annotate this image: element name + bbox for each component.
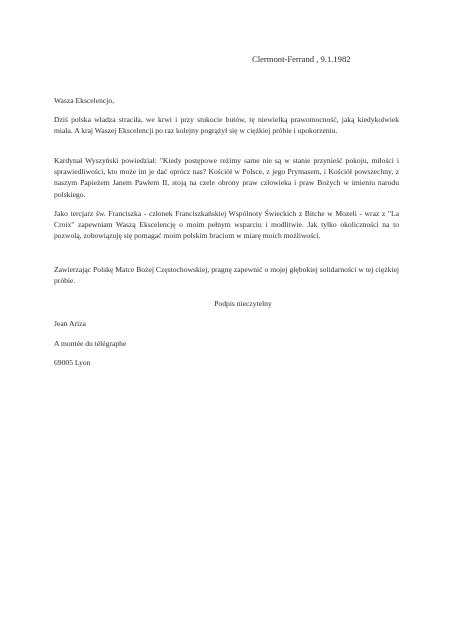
greeting: Wasza Ekscelencjo, (54, 96, 115, 105)
paragraph-3: Jako tercjarz św. Franciszka - członek Franciszkańskiej Wspólnoty Świeckich z Bitche w Mozeli - wraz z "La Croix" zapewniam Waszą Ekscelencję o moim pełnym wsparciu i modlitwie. Jak tylko okoliczności na to pozwolą, zobowiązuję się pomagać moim polskim braciom w miarę moich możliwości. (54, 209, 399, 241)
sender-name: Jean Ariza (54, 319, 86, 328)
paragraph-4: Zawierzając Polskę Matce Bożej Częstochowskiej, pragnę zapewnić o mojej głębokiej solidarności w tej ciężkiej próbie. (54, 265, 399, 286)
sender-city: 69005 Lyon (54, 358, 91, 367)
dateline: Clermont-Ferrand , 9.1.1982 (252, 54, 351, 64)
paragraph-2: Kardynał Wyszyński powiedział: "Kiedy postępowe reżimy same nie są w stanie przynieść pokoju, miłości i sprawiedliwości, kto może im je dać oprócz nas? Kościół w Polsce, z jego Prymasem, i Kościół powszechny, z naszym Papieżem Janem Pawłem II, stoją na czele obrony praw człowieka i praw Bożych w imieniu narodu polskiego. (54, 156, 399, 199)
sender-street: A montée du télégraphe (54, 339, 127, 348)
signature-note: Podpis nieczytelny (214, 299, 272, 308)
paragraph-1: Dziś polska władza straciła, we krwi i przy stukocie butów, tę niewielką prawomocność, jaką kiedykolwiek miała. A kraj Waszej Ekscelencji po raz kolejny pogrążył się w ciężkiej próbie i upokorzeniu. (54, 115, 399, 136)
